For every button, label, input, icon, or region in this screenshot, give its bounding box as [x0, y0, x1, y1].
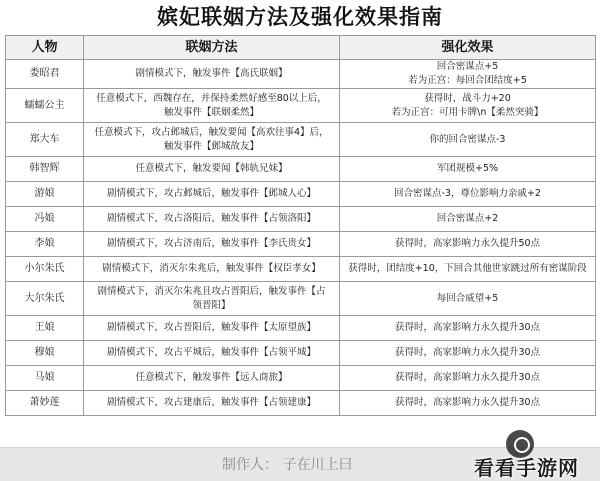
- cell-method: 剧情模式下，消灭尔朱兆后，触发事件【权臣孝女】: [84, 257, 340, 282]
- cell-name: 马娘: [6, 366, 84, 391]
- table-row: [6, 232, 596, 257]
- cell-effect: 获得时，高家影响力永久提升30点: [340, 366, 596, 391]
- cell-name: 萧妙莲: [6, 391, 84, 416]
- guide-table: [5, 35, 596, 416]
- table-row: [6, 366, 596, 391]
- cell-name: 游娘: [6, 182, 84, 207]
- cell-effect: 回合密谋点+5 若为正宫：每回合团结度+5: [340, 60, 596, 89]
- cell-method: 任意模式下，西魏存在，并保持柔然好感至80以上后， 触发事件【联姻柔然】: [84, 89, 340, 123]
- cell-method: 任意模式下，触发事件【远人商旅】: [84, 366, 340, 391]
- table-row: [6, 207, 596, 232]
- table-row: [6, 182, 596, 207]
- cell-method: 剧情模式下，攻占晋阳后，触发事件【太原望族】: [84, 316, 340, 341]
- cell-name: 冯娘: [6, 207, 84, 232]
- cell-name: 李娘: [6, 232, 84, 257]
- cell-method: 任意模式下，攻占邺城后，触发要闻【高欢往事4】后， 触发事件【邺城故友】: [84, 123, 340, 157]
- cell-effect: 获得时，高家影响力永久提升30点: [340, 316, 596, 341]
- table-row: [6, 157, 596, 182]
- cell-name: 郑大车: [6, 123, 84, 157]
- cell-method: 剧情模式下，触发事件【高氏联姻】: [84, 60, 340, 89]
- cell-effect: 每回合威望+5: [340, 282, 596, 316]
- cell-effect: 你的回合密谋点-3: [340, 123, 596, 157]
- cell-effect: 回合密谋点+2: [340, 207, 596, 232]
- cell-method: 剧情模式下，攻占洛阳后，触发事件【占领洛阳】: [84, 207, 340, 232]
- cell-effect: 获得时，战斗力+20 若为正宫：可用卡牌\n【柔然突骑】: [340, 89, 596, 123]
- table-row: [6, 316, 596, 341]
- cell-method: 剧情模式下，消灭尔朱兆且攻占晋阳后，触发事件【占 领晋阳】: [84, 282, 340, 316]
- table-row: [6, 391, 596, 416]
- cell-effect: 获得时，高家影响力永久提升30点: [340, 341, 596, 366]
- table-row: [6, 282, 596, 316]
- table-header-row: [6, 36, 596, 60]
- cell-name: 王娘: [6, 316, 84, 341]
- table-row: [6, 89, 596, 123]
- cell-method: 剧情模式下，攻占济南后，触发事件【李氏贵女】: [84, 232, 340, 257]
- cell-name: 蠕蠕公主: [6, 89, 84, 123]
- cell-name: 穆娘: [6, 341, 84, 366]
- author-credit: 制作人： 子在川上曰: [222, 457, 353, 473]
- header-effect: 强化效果: [340, 36, 596, 60]
- cell-effect: 获得时，团结度+10，下回合其他世家跳过所有密谋阶段: [340, 257, 596, 282]
- header-character: 人物: [6, 36, 84, 60]
- page-title: 嫔妃联姻方法及强化效果指南: [0, 0, 600, 34]
- site-watermark: 看看手游网: [474, 456, 579, 480]
- cell-name: 小尔朱氏: [6, 257, 84, 282]
- cell-method: 剧情模式下，攻占建康后，触发事件【占领建康】: [84, 391, 340, 416]
- cell-method: 任意模式下，触发要闻【韩轨兄妹】: [84, 157, 340, 182]
- header-method: 联姻方法: [84, 36, 340, 60]
- cell-effect: 获得时，高家影响力永久提升50点: [340, 232, 596, 257]
- cell-name: 娄昭君: [6, 60, 84, 89]
- table-row: [6, 60, 596, 89]
- cell-effect: 回合密谋点-3，尊位影响力亲戚+2: [340, 182, 596, 207]
- cell-name: 韩智辉: [6, 157, 84, 182]
- cell-method: 剧情模式下，攻占平城后，触发事件【占领平城】: [84, 341, 340, 366]
- cell-effect: 军团规模+5%: [340, 157, 596, 182]
- cell-method: 剧情模式下，攻占邺城后，触发事件【邺城人心】: [84, 182, 340, 207]
- cell-name: 大尔朱氏: [6, 282, 84, 316]
- cell-effect: 获得时，高家影响力永久提升30点: [340, 391, 596, 416]
- table-row: [6, 257, 596, 282]
- table-row: [6, 123, 596, 157]
- table-row: [6, 341, 596, 366]
